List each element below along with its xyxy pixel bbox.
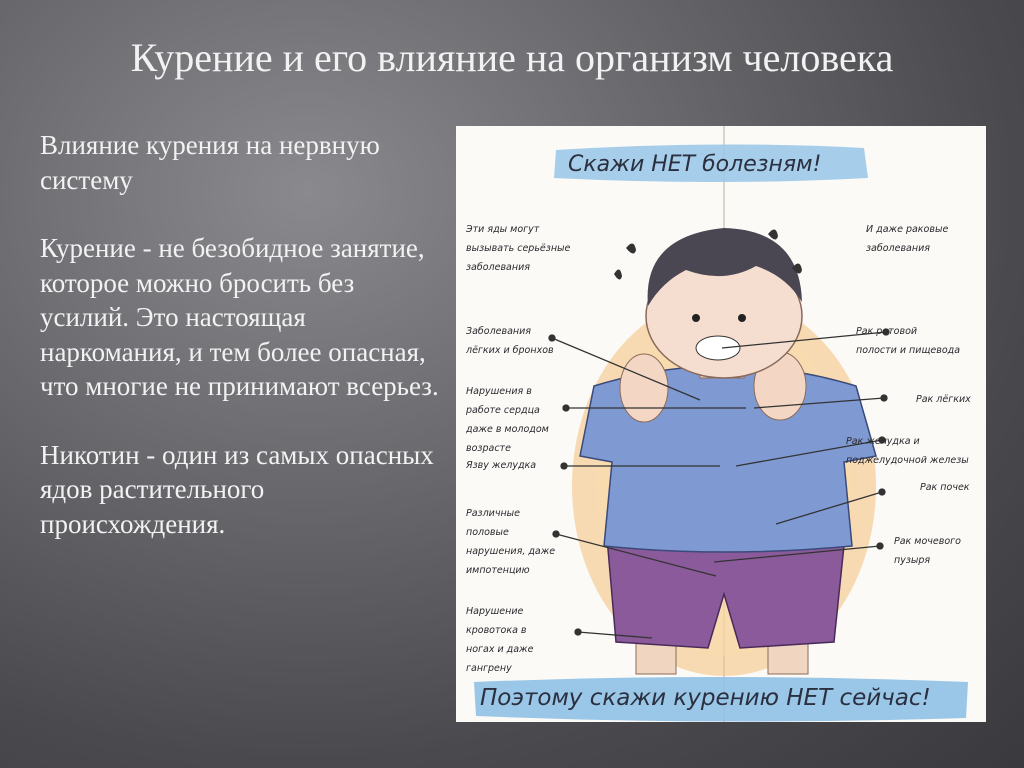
label-lung-cancer: Рак лёгких bbox=[916, 394, 971, 405]
label-cancer-intro: И даже раковые заболевания bbox=[866, 224, 949, 254]
label-bladder-cancer: Рак мочевого пузыря bbox=[894, 536, 961, 566]
bottom-banner: Поэтому скажи курению НЕТ сейчас! bbox=[480, 685, 931, 711]
paragraph-nicotine: Никотин - один из самых опасных ядов растительного происхождения. bbox=[40, 439, 434, 539]
top-banner: Скажи НЕТ болезням! bbox=[568, 152, 822, 177]
label-ulcer: Язву желудка bbox=[466, 460, 537, 471]
label-poisons: Эти яды могут вызывать серьёзные заболевания bbox=[466, 224, 571, 273]
slide-title: Курение и его влияние на организм человека bbox=[130, 35, 894, 80]
body-text bbox=[40, 128, 440, 575]
label-circulation: Нарушение кровотока в ногах и даже гангрену bbox=[466, 606, 534, 674]
label-heart: Нарушения в работе сердца даже в молодом возрасте bbox=[466, 386, 549, 454]
label-kidney-cancer: Рак почек bbox=[920, 482, 970, 493]
anti-smoking-poster bbox=[456, 126, 986, 722]
label-oral-cancer: Рак ротовой полости и пищевода bbox=[856, 326, 961, 356]
label-sexual: Различные половые нарушения, даже импотенцию bbox=[466, 508, 556, 576]
label-stomach-cancer: Рак желудка и поджелудочной железы bbox=[846, 436, 969, 466]
subheading: Влияние курения на нервную систему bbox=[40, 130, 380, 195]
label-lungs-bronchi: Заболевания лёгких и бронхов bbox=[466, 326, 554, 356]
paragraph-addiction: Курение - не безобидное занятие, которое можно бросить без усилий. Это настоящая наркомания, и тем более опасная, что многие не принимают всерьез. bbox=[40, 233, 439, 401]
